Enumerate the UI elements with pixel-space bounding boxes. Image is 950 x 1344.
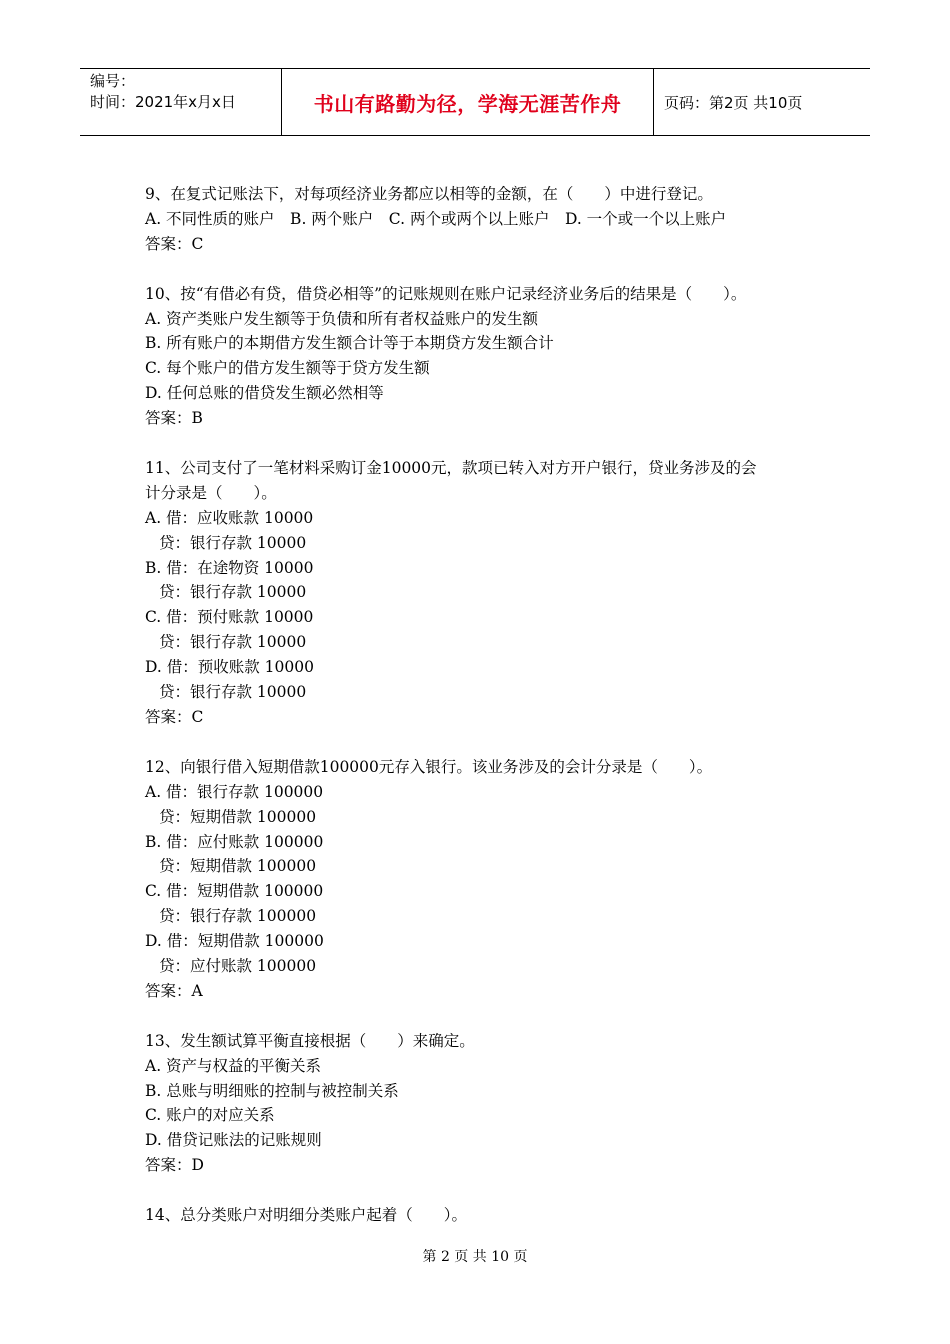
header-page-cell	[654, 69, 870, 135]
page-footer	[0, 1246, 950, 1266]
header-motto-cell	[282, 69, 654, 135]
option-c-debit: C. 借：短期借款 100000	[145, 882, 324, 901]
question-stem: 10、按“有借必有贷，借贷必相等”的记账规则在账户记录经济业务后的结果是（ ）。	[145, 284, 747, 303]
question-9	[145, 182, 825, 257]
option-d: D. 借贷记账法的记账规则	[145, 1131, 322, 1150]
question-answer: 答案：C	[145, 708, 204, 726]
option-a-debit: A. 借：应收账款 10000	[145, 508, 314, 527]
option-b-debit: B. 借：在途物资 10000	[145, 558, 314, 577]
question-14	[145, 1203, 825, 1228]
question-10	[145, 282, 825, 431]
question-stem: 12、向银行借入短期借款100000元存入银行。该业务涉及的会计分录是（ ）。	[145, 757, 713, 776]
option-d: D. 任何总账的借贷发生额必然相等	[145, 384, 384, 403]
document-time-label: 时间：2021年x月x日	[90, 93, 236, 111]
header-motto: 书山有路勤为径，学海无涯苦作舟	[313, 91, 622, 116]
option-c: C. 每个账户的借方发生额等于贷方发生额	[145, 359, 430, 378]
document-number-label: 编号：	[90, 72, 136, 90]
question-stem: 9、在复式记账法下，对每项经济业务都应以相等的金额，在（ ）中进行登记。	[145, 185, 713, 203]
option-a: A. 资产与权益的平衡关系	[145, 1056, 322, 1075]
option-b: B. 所有账户的本期借方发生额合计等于本期贷方发生额合计	[145, 334, 554, 353]
option-a-debit: A. 借：银行存款 100000	[145, 782, 324, 801]
question-stem: 11、公司支付了一笔材料采购订金10000元，款项已转入对方开户银行，贷业务涉及的会	[145, 458, 757, 477]
option-b-credit: 贷：短期借款 100000	[159, 857, 317, 876]
question-12	[145, 755, 825, 1004]
header-meta	[80, 69, 282, 135]
question-answer: 答案：A	[145, 981, 203, 1000]
option-b: B. 总账与明细账的控制与被控制关系	[145, 1081, 399, 1100]
question-stem-continued: 计分录是（ ）。	[145, 483, 277, 502]
option-a-credit: 贷：银行存款 10000	[159, 533, 307, 552]
question-answer: 答案：C	[145, 234, 204, 253]
question-11	[145, 456, 825, 730]
question-stem: 13、发生额试算平衡直接根据（ ）来确定。	[145, 1031, 475, 1050]
option-c-debit: C. 借：预付账款 10000	[145, 608, 314, 627]
option-c: C. 账户的对应关系	[145, 1106, 275, 1125]
option-c-credit: 贷：银行存款 10000	[159, 633, 307, 652]
option-d-debit: D. 借：短期借款 100000	[145, 932, 324, 951]
question-answer: 答案：B	[145, 409, 203, 428]
page-header	[80, 68, 870, 136]
question-13	[145, 1029, 825, 1178]
footer-page-number: 第 2 页 共 10 页	[422, 1249, 528, 1265]
question-list	[145, 182, 825, 1253]
option-b-credit: 贷：银行存款 10000	[159, 583, 307, 602]
option-d-debit: D. 借：预收账款 10000	[145, 658, 314, 677]
option-d-credit: 贷：银行存款 10000	[159, 683, 307, 702]
header-page-number: 页码：第2页 共10页	[664, 93, 803, 112]
question-stem: 14、总分类账户对明细分类账户起着（ ）。	[145, 1206, 467, 1225]
option-a-credit: 贷：短期借款 100000	[159, 807, 317, 826]
option-d-credit: 贷：应付账款 100000	[159, 957, 317, 976]
option-c-credit: 贷：银行存款 100000	[159, 907, 317, 926]
question-answer: 答案：D	[145, 1156, 204, 1175]
question-options: A. 不同性质的账户 B. 两个账户 C. 两个或两个以上账户 D. 一个或一个以上账户	[145, 209, 727, 228]
option-a: A. 资产类账户发生额等于负债和所有者权益账户的发生额	[145, 309, 539, 328]
option-b-debit: B. 借：应付账款 100000	[145, 832, 324, 851]
